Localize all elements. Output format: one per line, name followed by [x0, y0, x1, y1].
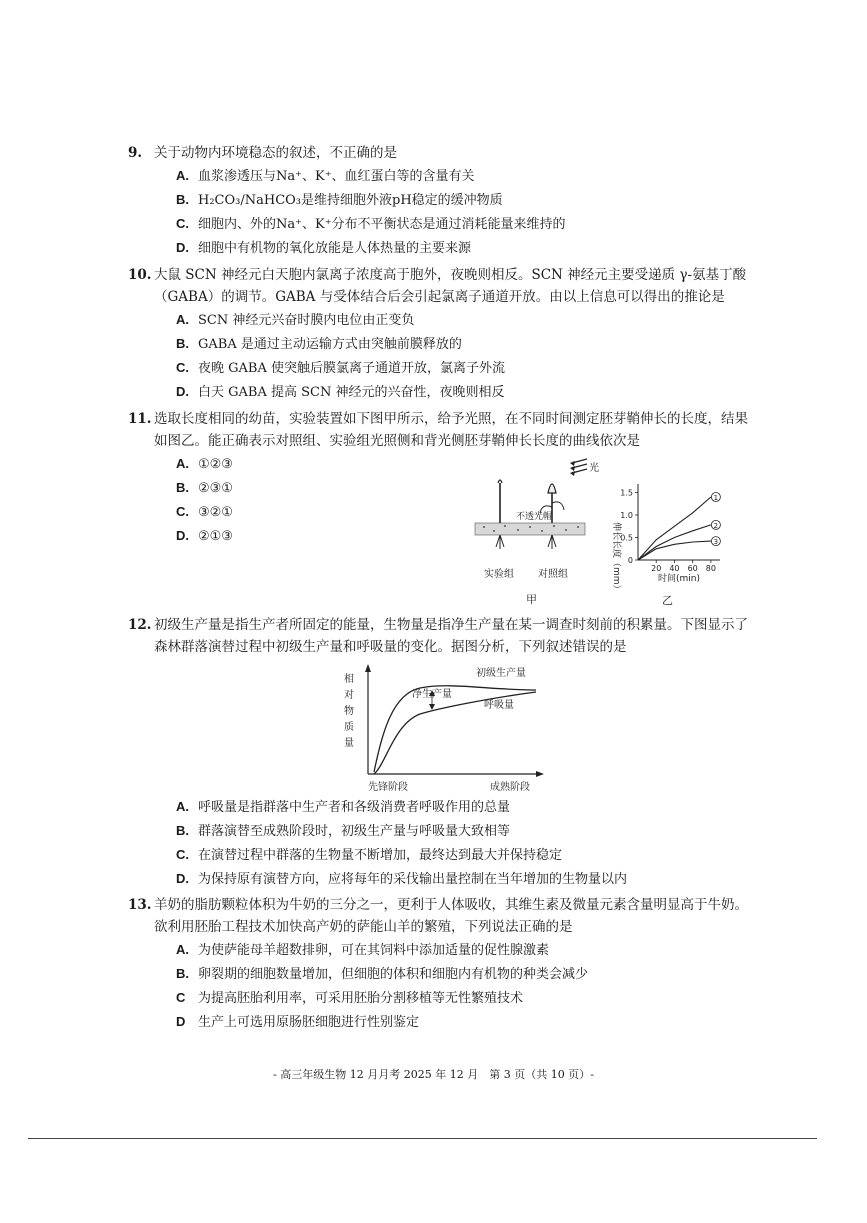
option-d[interactable]	[128, 236, 748, 260]
option-letter: D.	[176, 384, 189, 399]
series-line-3	[638, 541, 711, 560]
y-label-char: 量	[344, 738, 354, 749]
question-9	[128, 142, 748, 260]
exp-label: 实验组	[484, 569, 514, 580]
y-axis-arrow-icon	[365, 664, 371, 672]
question-stem: 羊奶的脂肪颗粒体积为牛奶的三分之一，更利于人体吸收，其维生素及微量元素含量明显高于牛奶。	[154, 897, 748, 913]
option-letter: A.	[176, 799, 189, 814]
option-a[interactable]	[128, 308, 748, 332]
ctrl-label: 对照组	[538, 569, 568, 580]
x-axis-label: 时间(min)	[658, 574, 700, 584]
option-letter: B.	[176, 823, 189, 838]
pioneer-stage-label: 先锋阶段	[368, 782, 408, 793]
figure-yi-chart	[602, 478, 727, 608]
option-text: ①②③	[198, 457, 233, 472]
question-12-options	[128, 795, 748, 891]
light-label: 光	[589, 463, 599, 474]
question-stem: 大鼠 SCN 神经元白天胞内氯离子浓度高于胞外，夜晚则相反。SCN 神经元主要受递质 γ-氨基丁酸	[154, 267, 747, 283]
option-letter: C.	[176, 360, 189, 375]
question-number: 11.	[128, 411, 152, 427]
option-c[interactable]	[128, 356, 748, 380]
question-number: 10.	[128, 267, 152, 283]
y-label-char: 相	[344, 674, 354, 685]
option-letter: C.	[176, 504, 189, 519]
figure-jia	[470, 455, 605, 610]
option-text: 血浆渗透压与Na⁺、K⁺、血红蛋白等的含量有关	[198, 169, 475, 184]
option-letter: D.	[176, 528, 189, 543]
y-axis-label: 伸长长度（mm）	[611, 522, 621, 594]
option-letter: D.	[176, 871, 189, 886]
option-a[interactable]	[128, 938, 748, 962]
primary-production-curve	[374, 686, 536, 772]
question-stem: 关于动物内环境稳态的叙述，不正确的是	[154, 145, 397, 161]
x-axis-arrow-icon	[536, 771, 544, 777]
option-text: 群落演替至成熟阶段时，初级生产量与呼吸量大致相等	[198, 824, 511, 839]
series-label: 3	[713, 538, 719, 547]
option-letter: A.	[176, 456, 189, 471]
question-number: 12.	[128, 617, 152, 633]
option-letter: C.	[176, 847, 189, 862]
net-production-label: 净生产量	[412, 689, 452, 700]
option-b[interactable]	[128, 962, 748, 986]
x-tick-label: 80	[705, 564, 716, 573]
option-b[interactable]	[128, 819, 748, 843]
y-tick-label: 0.5	[620, 533, 633, 543]
option-text: 在演替过程中群落的生物量不断增加，最终达到最大并保持稳定	[198, 848, 563, 863]
option-text: 生产上可选用原肠胚细胞进行性别鉴定	[198, 1015, 420, 1030]
option-letter: D	[176, 1014, 186, 1029]
y-tick-label: 1.0	[620, 511, 633, 520]
option-text: 为保持原有演替方向，应将每年的采伐输出量控制在当年增加的生物量以内	[198, 872, 628, 887]
question-stem-cont: 如图乙。能正确表示对照组、实验组光照侧和背光侧胚芽鞘伸长长度的曲线依次是	[154, 433, 640, 449]
option-text: ③②①	[198, 505, 233, 520]
option-c[interactable]	[128, 212, 748, 236]
light-arrows-icon	[570, 459, 587, 476]
option-text: ②①③	[198, 529, 233, 544]
question-stem: 初级生产量是指生产者所固定的能量，生物量是指净生产量在某一调查时刻前的积累量。下图显示了	[154, 617, 748, 633]
series-line-2	[638, 525, 711, 560]
series-label: 2	[713, 521, 719, 530]
y-label-char: 物	[344, 706, 354, 717]
foil-label: 不透光帽	[516, 512, 553, 522]
option-letter: A.	[176, 942, 189, 957]
option-text: ②③①	[198, 481, 233, 496]
option-letter: C.	[176, 216, 189, 231]
option-text: SCN 神经元兴奋时膜内电位由正变负	[198, 313, 415, 328]
option-a[interactable]	[128, 795, 748, 819]
page-footer: - 高三年级生物 12 月月考 2025 年 12 月 第 3 页（共 10 页）-	[273, 1068, 594, 1081]
option-letter: B.	[176, 480, 189, 495]
succession-y-label	[344, 672, 354, 749]
fig-yi-caption: 乙	[662, 594, 673, 607]
option-d[interactable]	[128, 380, 748, 404]
option-b[interactable]	[128, 332, 748, 356]
net-down-arrow-icon	[429, 704, 435, 710]
fig-jia-caption: 甲	[526, 593, 537, 606]
option-letter: B.	[176, 966, 189, 981]
y-tick-label: 1.5	[620, 488, 633, 498]
question-10	[128, 264, 748, 404]
question-stem: 选取长度相同的幼苗，实验装置如下图甲所示，给予光照，在不同时间测定胚芽鞘伸长的长度，结果	[154, 411, 748, 427]
question-stem-cont: 森林群落演替过程中初级生产量和呼吸量的变化。据图分析，下列叙述错误的是	[154, 639, 627, 655]
option-letter: A.	[176, 168, 189, 183]
option-text: 为使萨能母羊超数排卵，可在其饲料中添加适量的促性腺激素	[198, 943, 550, 958]
option-a[interactable]	[128, 164, 748, 188]
question-13	[128, 894, 748, 1034]
option-text: 白天 GABA 提高 SCN 神经元的兴奋性，夜晚则相反	[198, 385, 505, 400]
divider	[28, 1138, 817, 1139]
option-text: 细胞中有机物的氧化放能是人体热量的主要来源	[198, 241, 472, 256]
option-b[interactable]	[128, 188, 748, 212]
option-letter: B.	[176, 192, 189, 207]
option-text: 细胞内、外的Na⁺、K⁺分布不平衡状态是通过消耗能量来维持的	[198, 217, 566, 232]
option-text: 夜晚 GABA 使突触后膜氯离子通道开放，氯离子外流	[198, 361, 505, 376]
question-12	[128, 614, 748, 658]
x-tick-label: 60	[687, 564, 698, 573]
respiration-label: 呼吸量	[484, 700, 514, 711]
series-label: 1	[713, 494, 719, 502]
option-c[interactable]	[128, 986, 748, 1010]
primary-production-label: 初级生产量	[476, 668, 526, 679]
exp-seedling	[496, 480, 504, 549]
option-d[interactable]	[128, 1010, 748, 1034]
question-number: 13.	[128, 897, 152, 913]
soil-tray	[475, 523, 585, 535]
option-a[interactable]	[128, 452, 748, 476]
option-d[interactable]	[128, 867, 748, 891]
succession-figure	[340, 664, 550, 796]
question-stem-cont: （GABA）的调节。GABA 与受体结合后会引起氯离子通道开放。由以上信息可以得出的推论是	[154, 289, 725, 305]
option-text: H₂CO₃/NaHCO₃是维持细胞外液pH稳定的缓冲物质	[198, 193, 503, 208]
option-letter: C	[176, 990, 186, 1005]
opaque-cap	[548, 484, 556, 493]
question-number: 9.	[128, 145, 143, 161]
y-label-char: 质	[344, 722, 354, 733]
question-stem-cont: 欲利用胚胎工程技术加快高产奶的萨能山羊的繁殖，下列说法正确的是	[154, 919, 573, 935]
option-text: GABA 是通过主动运输方式由突触前膜释放的	[198, 337, 462, 352]
y-label-char: 对	[344, 690, 354, 701]
option-letter: A.	[176, 312, 189, 327]
mature-stage-label: 成熟阶段	[490, 782, 530, 793]
option-letter: B.	[176, 336, 189, 351]
x-tick-label: 20	[651, 564, 662, 573]
x-tick-label: 40	[669, 564, 680, 573]
option-letter: D.	[176, 240, 189, 255]
option-text: 呼吸量是指群落中生产者和各级消费者呼吸作用的总量	[198, 800, 511, 815]
y-tick-label: 0	[627, 556, 633, 565]
option-c[interactable]	[128, 843, 748, 867]
option-text: 卵裂期的细胞数量增加，但细胞的体积和细胞内有机物的种类会减少	[198, 967, 589, 982]
option-text: 为提高胚胎利用率，可采用胚胎分割移植等无性繁殖技术	[198, 991, 524, 1006]
